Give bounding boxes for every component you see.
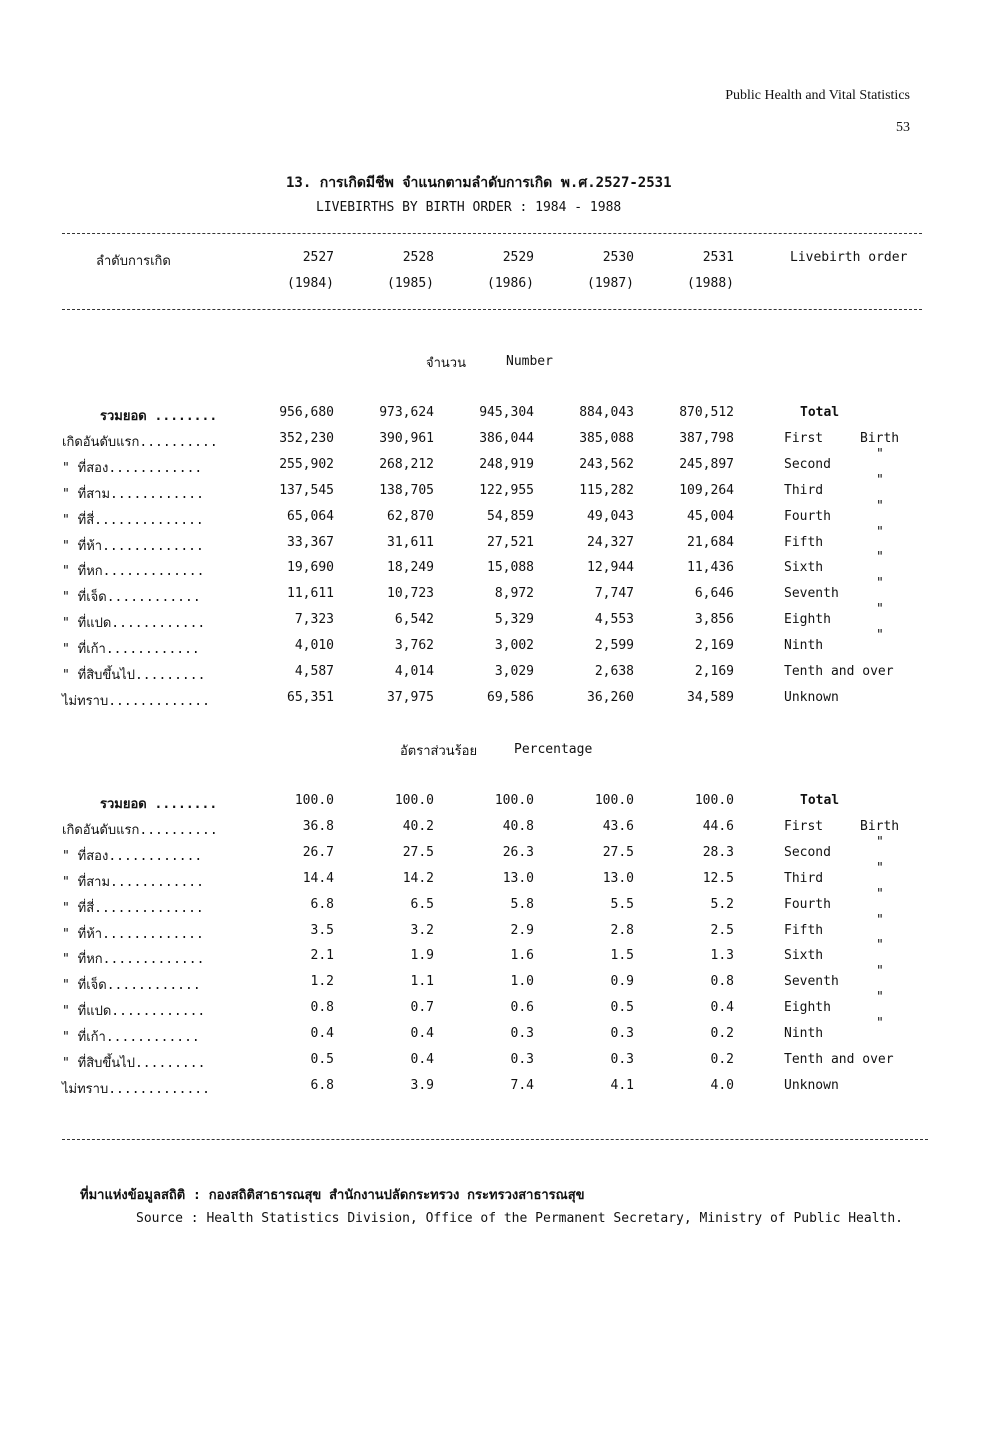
table-title-english: LIVEBIRTHS BY BIRTH ORDER : 1984 - 1988: [316, 200, 622, 215]
table-cell: 34,589: [687, 689, 734, 705]
table-cell: 4,010: [294, 638, 334, 654]
table-cell: 109,264: [679, 482, 734, 498]
header-rule: [62, 309, 922, 310]
table-cell: 40.2: [402, 818, 434, 834]
year-header-ad: (1984): [287, 276, 334, 291]
ditto-mark: ": [876, 834, 884, 850]
table-cell: 387,798: [679, 430, 734, 446]
table-cell: 137,545: [279, 482, 334, 498]
table-cell: 5.2: [710, 896, 734, 912]
row-label-thai: " ที่แปด............: [62, 616, 206, 632]
row-label-english: Ninth: [784, 638, 824, 654]
source-english: Source : Health Statistics Division, Office of the Permanent Secretary, Ministry of Public Health.: [136, 1211, 904, 1226]
table-cell: 45,004: [687, 508, 734, 524]
table-cell: 65,064: [287, 508, 334, 524]
row-label-english: Fourth: [784, 896, 831, 912]
table-cell: 0.7: [410, 1000, 434, 1016]
section-number-thai: จำนวน: [426, 356, 466, 371]
table-cell: 1.5: [610, 948, 634, 964]
table-cell: 7,747: [594, 586, 634, 602]
table-cell: 6.8: [310, 1077, 334, 1093]
bottom-rule: [62, 1139, 928, 1140]
table-cell: 0.3: [510, 1026, 534, 1042]
table-cell: 62,870: [387, 508, 434, 524]
table-cell: 36,260: [587, 689, 634, 705]
row-label-thai: " ที่สอง............: [62, 848, 203, 864]
row-label-english: Second: [784, 456, 831, 472]
row-label-english: Eighth: [784, 612, 831, 628]
table-cell: 27.5: [402, 844, 434, 860]
row-label-thai: " ที่สี่..............: [62, 512, 204, 528]
top-rule: [62, 233, 922, 234]
row-label-english: Seventh: [784, 586, 839, 602]
ditto-mark: ": [876, 912, 884, 928]
row-label-english: Fifth: [784, 922, 824, 938]
table-cell: 0.8: [310, 1000, 334, 1016]
table-cell: 2,638: [594, 664, 634, 679]
table-cell: 100.0: [694, 793, 734, 808]
table-cell: 138,705: [379, 482, 434, 498]
table-cell: 14.4: [302, 870, 334, 886]
table-cell: 44.6: [702, 818, 734, 834]
ditto-mark: ": [876, 446, 884, 462]
table-cell: 6,646: [694, 586, 734, 602]
ditto-mark: ": [876, 1016, 884, 1032]
row-label-english: Unknown: [784, 1077, 839, 1093]
row-label-thai: " ที่เจ็ด............: [62, 978, 201, 994]
table-cell: 6.8: [310, 896, 334, 912]
ditto-mark: ": [876, 498, 884, 514]
table-cell: 100.0: [494, 793, 534, 808]
table-title-thai: 13. การเกิดมีชีพ จำแนกตามลำดับการเกิด พ.ศ.2527-2531: [286, 175, 672, 191]
table-cell: 2,169: [694, 638, 734, 654]
table-cell: 3,856: [694, 612, 734, 628]
table-cell: 36.8: [302, 818, 334, 834]
table-cell: 268,212: [379, 456, 434, 472]
table-cell: 1.9: [410, 948, 434, 964]
table-cell: 14.2: [402, 870, 434, 886]
row-label-english: Sixth: [784, 948, 824, 964]
row-label-english: Ninth: [784, 1026, 824, 1042]
ditto-mark: ": [876, 938, 884, 954]
table-cell: 0.4: [410, 1026, 434, 1042]
table-cell: 2.1: [310, 948, 334, 964]
row-label-thai: " ที่แปด............: [62, 1004, 206, 1020]
table-cell: 0.2: [710, 1052, 734, 1067]
row-label-english: Tenth and over: [784, 1052, 894, 1067]
table-cell: 24,327: [587, 534, 634, 550]
table-cell: 1.2: [310, 974, 334, 990]
table-cell: 390,961: [379, 430, 434, 446]
table-cell: 0.3: [610, 1052, 634, 1067]
table-cell: 1.6: [510, 948, 534, 964]
row-label-english: Unknown: [784, 689, 839, 705]
table-cell: 0.5: [310, 1052, 334, 1067]
table-cell: 5.8: [510, 896, 534, 912]
table-cell: 43.6: [602, 818, 634, 834]
table-cell: 27.5: [602, 844, 634, 860]
table-cell: 11,611: [287, 586, 334, 602]
table-cell: 28.3: [702, 844, 734, 860]
table-cell: 5.5: [610, 896, 634, 912]
table-cell: 2.5: [710, 922, 734, 938]
table-cell: 8,972: [494, 586, 534, 602]
row-label-english: Third: [784, 482, 824, 498]
section-number-english: Number: [506, 354, 553, 369]
year-header-ad: (1987): [587, 276, 634, 291]
running-title: Public Health and Vital Statistics: [725, 88, 910, 103]
table-cell: 10,723: [387, 586, 434, 602]
row-label-english: Fourth: [784, 508, 831, 524]
table-cell: 4.0: [710, 1077, 734, 1093]
ditto-mark: ": [876, 550, 884, 566]
row-label-english: Fifth: [784, 534, 824, 550]
table-cell: 945,304: [479, 405, 534, 420]
ditto-mark: ": [876, 602, 884, 618]
stub-header-english: Livebirth order: [790, 250, 908, 265]
table-cell: 1.0: [510, 974, 534, 990]
table-cell: 973,624: [379, 405, 434, 420]
row-label-english: Total: [800, 793, 840, 808]
row-label-thai: ไม่ทราบ.............: [62, 693, 210, 709]
table-cell: 13.0: [502, 870, 534, 886]
row-label-thai: " ที่สิบขึ้นไป.........: [62, 1056, 206, 1071]
table-cell: 19,690: [287, 560, 334, 576]
table-cell: 6.5: [410, 896, 434, 912]
table-cell: 100.0: [394, 793, 434, 808]
table-cell: 245,897: [679, 456, 734, 472]
row-label-thai: เกิดอันดับแรก..........: [62, 434, 218, 450]
table-cell: 870,512: [679, 405, 734, 420]
table-cell: 40.8: [502, 818, 534, 834]
table-cell: 0.2: [710, 1026, 734, 1042]
table-cell: 6,542: [394, 612, 434, 628]
row-label-english: Seventh: [784, 974, 839, 990]
table-cell: 7,323: [294, 612, 334, 628]
table-cell: 0.4: [410, 1052, 434, 1067]
row-label-thai: เกิดอันดับแรก..........: [62, 822, 218, 838]
row-label-thai: " ที่สี่..............: [62, 900, 204, 916]
table-cell: 122,955: [479, 482, 534, 498]
table-cell: 0.4: [310, 1026, 334, 1042]
ditto-mark: ": [876, 860, 884, 876]
row-label-thai: " ที่สาม............: [62, 486, 204, 502]
table-cell: 255,902: [279, 456, 334, 472]
year-header-ad: (1985): [387, 276, 434, 291]
row-label-thai: " ที่เจ็ด............: [62, 590, 201, 606]
table-cell: 4,014: [394, 664, 434, 679]
table-cell: 3.2: [410, 922, 434, 938]
table-cell: 2,169: [694, 664, 734, 679]
row-label-english: Total: [800, 405, 840, 420]
table-cell: 69,586: [487, 689, 534, 705]
ditto-mark: ": [876, 964, 884, 980]
table-cell: 3.9: [410, 1077, 434, 1093]
table-cell: 100.0: [294, 793, 334, 808]
row-label-english: Tenth and over: [784, 664, 894, 679]
table-cell: 243,562: [579, 456, 634, 472]
ditto-mark: ": [876, 628, 884, 644]
table-cell: 11,436: [687, 560, 734, 576]
year-header-ad: (1988): [687, 276, 734, 291]
table-cell: 49,043: [587, 508, 634, 524]
row-label-english: Eighth: [784, 1000, 831, 1016]
table-cell: 0.3: [610, 1026, 634, 1042]
table-cell: 2.9: [510, 922, 534, 938]
table-cell: 884,043: [579, 405, 634, 420]
row-label-thai: " ที่ห้า.............: [62, 538, 204, 554]
table-cell: 65,351: [287, 689, 334, 705]
table-cell: 352,230: [279, 430, 334, 446]
table-cell: 1.1: [410, 974, 434, 990]
row-label-thai: " ที่เก้า............: [62, 642, 200, 658]
row-label-thai: " ที่สาม............: [62, 874, 204, 890]
section-percent-thai: อัตราส่วนร้อย: [400, 744, 478, 759]
table-cell: 37,975: [387, 689, 434, 705]
section-percent-english: Percentage: [514, 742, 593, 757]
stub-header-thai: ลำดับการเกิด: [96, 254, 171, 269]
table-cell: 956,680: [279, 405, 334, 420]
row-label-english: Sixth: [784, 560, 824, 576]
table-cell: 3,029: [494, 664, 534, 679]
table-cell: 4.1: [610, 1077, 634, 1093]
table-cell: 248,919: [479, 456, 534, 472]
row-label-thai: รวมยอด ........: [100, 797, 218, 812]
birth-label: Birth: [860, 430, 900, 446]
year-header-be: 2527: [302, 250, 334, 265]
row-label-thai: " ที่หก.............: [62, 564, 205, 580]
row-label-thai: " ที่เก้า............: [62, 1030, 200, 1046]
ditto-mark: ": [876, 472, 884, 488]
table-cell: 1.3: [710, 948, 734, 964]
table-cell: 26.7: [302, 844, 334, 860]
table-cell: 4,553: [594, 612, 634, 628]
row-label-english: Second: [784, 844, 831, 860]
row-label-english: First: [784, 430, 824, 446]
table-cell: 386,044: [479, 430, 534, 446]
table-cell: 7.4: [510, 1077, 534, 1093]
table-cell: 18,249: [387, 560, 434, 576]
table-cell: 3,762: [394, 638, 434, 654]
table-cell: 115,282: [579, 482, 634, 498]
table-cell: 4,587: [294, 664, 334, 679]
table-cell: 2,599: [594, 638, 634, 654]
table-cell: 3,002: [494, 638, 534, 654]
ditto-mark: ": [876, 524, 884, 540]
row-label-thai: " ที่สอง............: [62, 460, 203, 476]
year-header-be: 2528: [402, 250, 434, 265]
table-cell: 33,367: [287, 534, 334, 550]
table-cell: 13.0: [602, 870, 634, 886]
row-label-thai: " ที่หก.............: [62, 952, 205, 968]
row-label-thai: ไม่ทราบ.............: [62, 1081, 210, 1097]
row-label-thai: " ที่สิบขึ้นไป.........: [62, 668, 206, 683]
year-header-be: 2529: [502, 250, 534, 265]
table-cell: 27,521: [487, 534, 534, 550]
table-cell: 0.8: [710, 974, 734, 990]
ditto-mark: ": [876, 576, 884, 592]
table-cell: 0.6: [510, 1000, 534, 1016]
table-cell: 31,611: [387, 534, 434, 550]
row-label-thai: รวมยอด ........: [100, 409, 218, 424]
row-label-thai: " ที่ห้า.............: [62, 926, 204, 942]
table-cell: 0.3: [510, 1052, 534, 1067]
table-cell: 3.5: [310, 922, 334, 938]
row-label-english: First: [784, 818, 824, 834]
table-cell: 385,088: [579, 430, 634, 446]
table-cell: 54,859: [487, 508, 534, 524]
row-label-english: Third: [784, 870, 824, 886]
table-cell: 26.3: [502, 844, 534, 860]
year-header-be: 2530: [602, 250, 634, 265]
table-cell: 5,329: [494, 612, 534, 628]
table-cell: 2.8: [610, 922, 634, 938]
table-cell: 0.5: [610, 1000, 634, 1016]
ditto-mark: ": [876, 886, 884, 902]
table-cell: 0.4: [710, 1000, 734, 1016]
source-thai: ที่มาแห่งข้อมูลสถิติ : กองสถิติสาธารณสุข สำนักงานปลัดกระทรวง กระทรวงสาธารณสุข: [80, 1188, 585, 1203]
ditto-mark: ": [876, 990, 884, 1006]
table-cell: 12.5: [702, 870, 734, 886]
table-cell: 15,088: [487, 560, 534, 576]
page-number: 53: [896, 120, 910, 135]
birth-label: Birth: [860, 818, 900, 834]
year-header-ad: (1986): [487, 276, 534, 291]
table-cell: 21,684: [687, 534, 734, 550]
table-cell: 100.0: [594, 793, 634, 808]
table-cell: 0.9: [610, 974, 634, 990]
table-cell: 12,944: [587, 560, 634, 576]
year-header-be: 2531: [702, 250, 734, 265]
